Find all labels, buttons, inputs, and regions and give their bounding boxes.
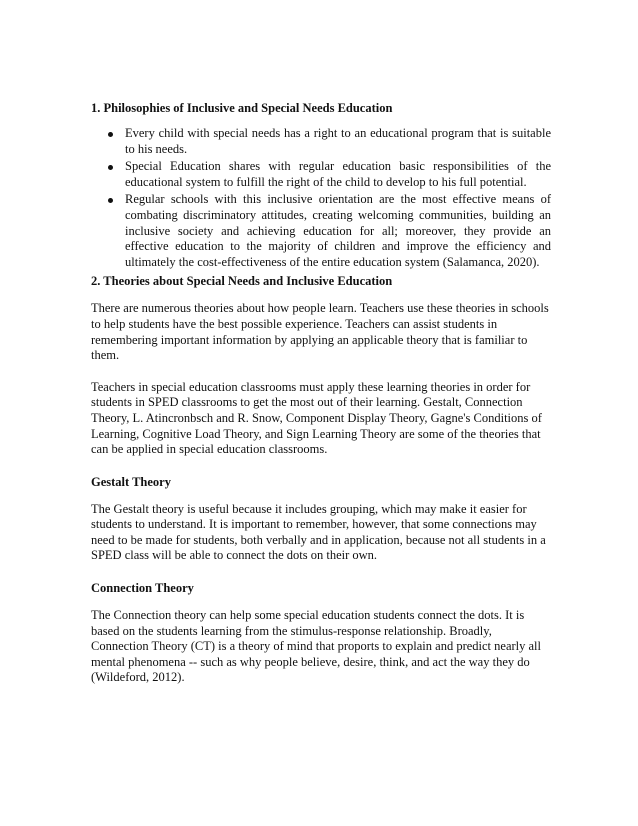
gestalt-heading: Gestalt Theory [91,474,171,489]
list-item-text: Regular schools with this inclusive orientation are the most effective means of combating discriminatory attitudes, creating welcoming communities, building an inclusive society and achieving education for all; moreover, they provide an effective education to the majority of children and improve the efficiency and ultimately the cost-effectiveness of the entire education system (Salamanca, 2020). [125,192,551,269]
bullet-icon [108,198,113,203]
section-1-heading: 1. Philosophies of Inclusive and Special Needs Education [91,101,393,115]
list-item [91,159,551,190]
section-2-heading: 2. Theories about Special Needs and Inclusive Education [91,274,393,289]
document-page [91,100,551,686]
section-2-paragraph-2: Teachers in special education classrooms must apply these learning theories in order for students in SPED classrooms to get the most out of their learning. Gestalt, Connection Theory, L. Atincronbsch and R. Snow, Component Display Theory, Gagne's Conditions of Learning, Cognitive Load Theory, and Sign Learning Theory are some of the theories that can be applied in special education classrooms. [91,379,542,457]
bullet-icon [108,132,113,137]
philosophies-list [91,126,551,270]
connection-heading: Connection Theory [91,581,194,596]
list-item [91,192,551,270]
list-item-text: Every child with special needs has a right to an educational program that is suitable to his needs. [125,126,551,156]
connection-paragraph: The Connection theory can help some special education students connect the dots. It is based on the students learning from the stimulus-response relationship. Broadly, Connection Theory (CT) is a theory of mind that proports to explain and predict nearly all mental phenomena -- such as why people believe, desire, think, and act the way they do (Wildeford, 2012). [91,608,541,685]
bullet-icon [108,165,113,170]
gestalt-paragraph: The Gestalt theory is useful because it includes grouping, which may make it easier for students to understand. It is important to remember, however, that some connections may need to be made for students, both verbally and in application, because not all students in a SPED class will be able to connect the dots on their own. [91,501,546,563]
section-2-paragraph-1: There are numerous theories about how people learn. Teachers use these theories in schools to help students have the best possible experience. Teachers can assist students in remembering important information by applying an applicable theory that is familiar to them. [91,301,549,363]
list-item [91,126,551,157]
list-item-text: Special Education shares with regular education basic responsibilities of the educational system to fulfill the right of the child to develop to his full potential. [125,159,551,189]
